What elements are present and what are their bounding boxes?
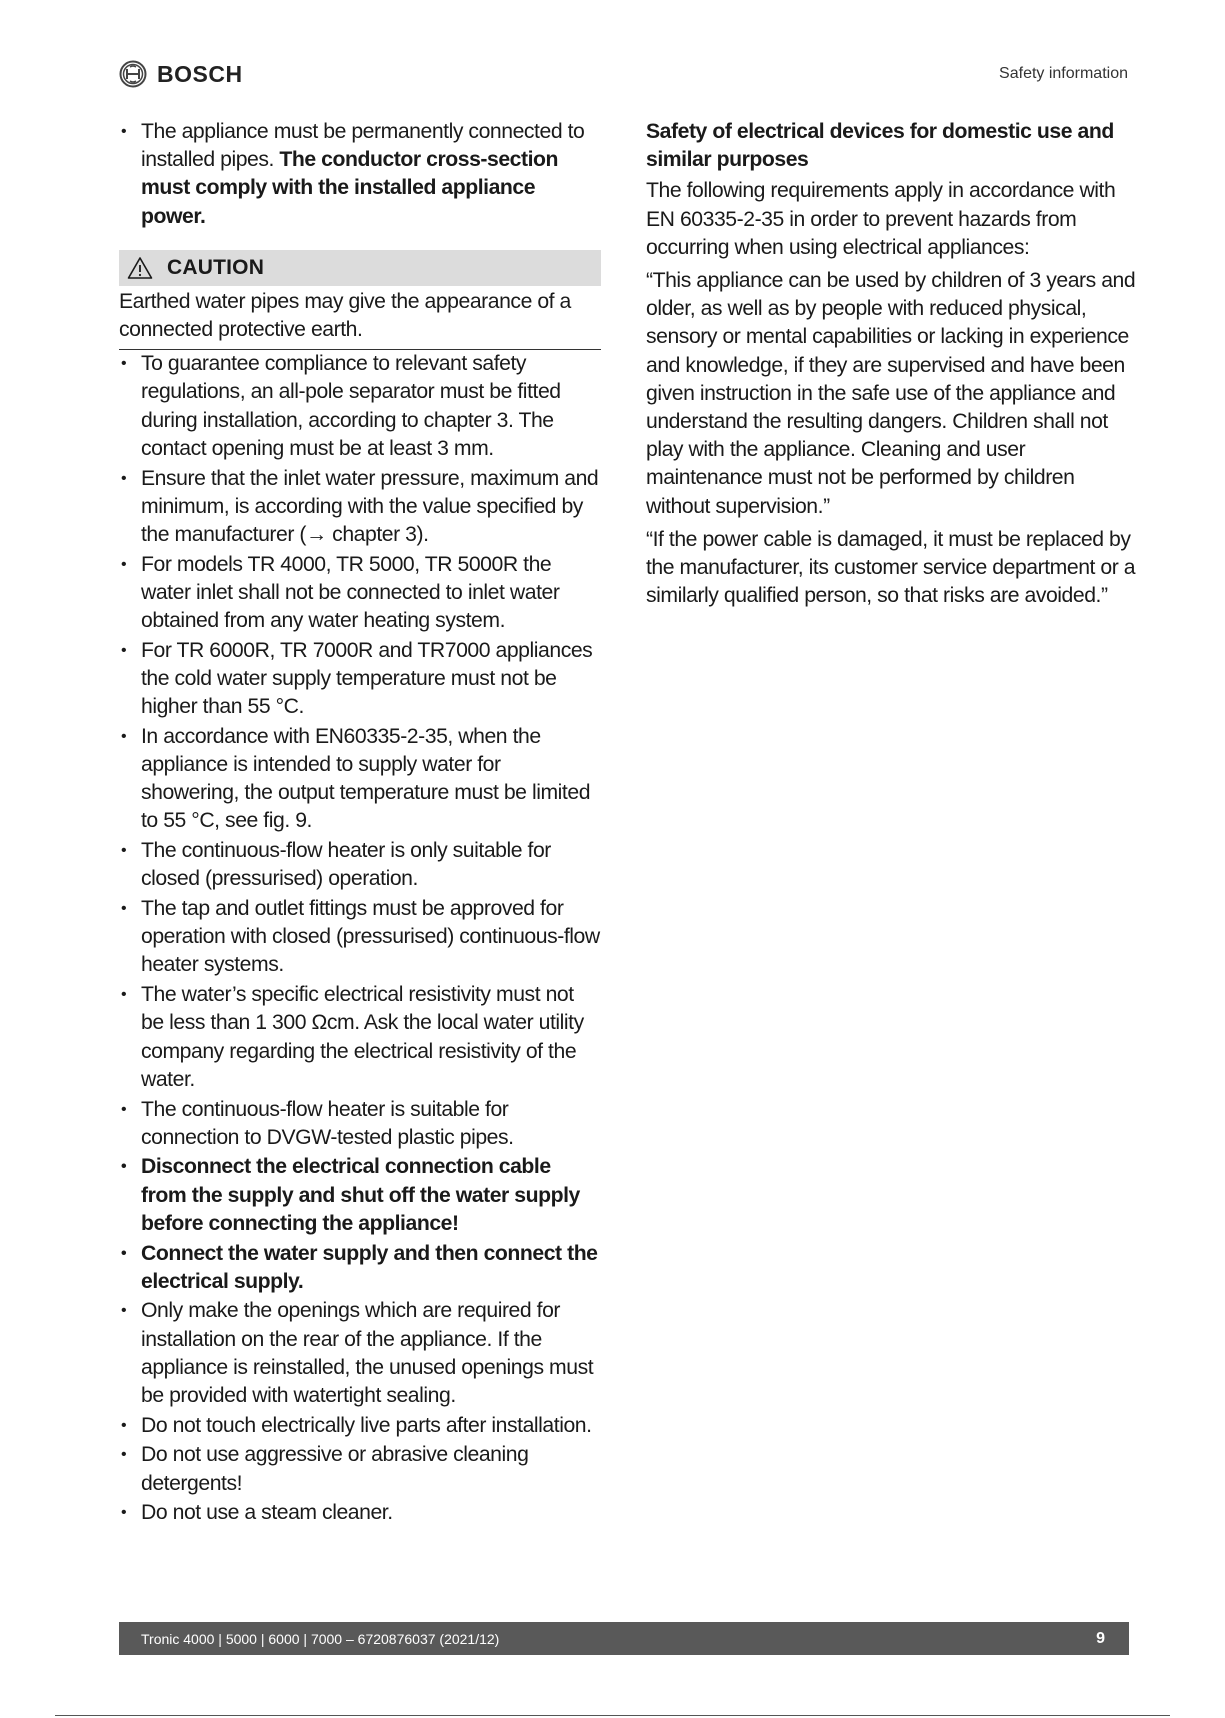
list-item: • The tap and outlet fittings must be approved for operation with closed (pressurised) continuous-flow heater systems. — [119, 895, 601, 980]
list-item: • Do not use a steam cleaner. — [119, 1499, 601, 1527]
left-column — [119, 118, 601, 1529]
header-logo — [119, 60, 243, 88]
section-heading: Safety of electrical devices for domestic use and similar purposes — [646, 120, 1114, 172]
list-item: • Ensure that the inlet water pressure, maximum and minimum, is according with the value specified by the manufacturer (→ chapter 3). — [119, 465, 601, 550]
caution-header — [119, 250, 601, 286]
caution-title: CAUTION — [167, 255, 265, 279]
footer-bar — [119, 1622, 1129, 1655]
list-item: • Only make the openings which are required for installation on the rear of the appliance. If the appliance is reinstalled, the unused openings must be provided with watertight sealing. — [119, 1297, 601, 1410]
list-item: • The continuous-flow heater is only suitable for closed (pressurised) operation. — [119, 837, 601, 893]
section-title: Safety information — [999, 65, 1128, 82]
paragraph-children-quote: “This appliance can be used by children of 3 years and older, as well as by people with reduced physical, sensory or mental capabilities or lacking in experience and knowledge, if they are supervised and have been given instruction in the safe use of the appliance and understand the resulting dangers. Children shall not play with the appliance. Cleaning and user maintenance must not be performed by children without supervision.” — [646, 269, 1136, 518]
list-item: • Do not use aggressive or abrasive cleaning detergents! — [119, 1441, 601, 1497]
list-item: • To guarantee compliance to relevant safety regulations, an all-pole separator must be fitted during installation, according to chapter 3. The contact opening must be at least 3 mm. — [119, 350, 601, 463]
caution-notice — [119, 250, 601, 350]
page-bottom-rule — [55, 1715, 1170, 1716]
list-item: • The water’s specific electrical resistivity must not be less than 1 300 Ωcm. Ask the local water utility company regarding the electrical resistivity of the water. — [119, 981, 601, 1094]
list-item: • In accordance with EN60335-2-35, when the appliance is intended to supply water for showering, the output temperature must be limited to 55 °C, see fig. 9. — [119, 723, 601, 836]
intro-item-text: The appliance must be permanently connected to installed pipes. — [141, 120, 585, 172]
intro-list — [119, 118, 601, 231]
list-item: • Do not touch electrically live parts after installation. — [119, 1412, 601, 1440]
right-column — [646, 118, 1136, 615]
paragraph-power-cable-quote: “If the power cable is damaged, it must be replaced by the manufacturer, its customer service department or a similarly qualified person, so that risks are avoided.” — [646, 527, 1136, 608]
caution-text: Earthed water pipes may give the appearance of a connected protective earth. — [119, 289, 571, 342]
paragraph-requirements: The following requirements apply in accordance with EN 60335-2-35 in order to prevent hazards from occurring when using electrical appliances: — [646, 179, 1116, 259]
bosch-armature-icon — [119, 60, 147, 88]
list-item: • For TR 6000R, TR 7000R and TR7000 appliances the cold water supply temperature must not be higher than 55 °C. — [119, 637, 601, 722]
list-item: • For models TR 4000, TR 5000, TR 5000R the water inlet shall not be connected to inlet water obtained from any water heating system. — [119, 551, 601, 636]
list-item: • Connect the water supply and then connect the electrical supply. — [119, 1240, 601, 1296]
warning-triangle-icon — [127, 256, 153, 280]
document-reference: Tronic 4000 | 5000 | 6000 | 7000 – 6720876037 (2021/12) — [141, 1630, 500, 1647]
page-number: 9 — [1096, 1629, 1105, 1647]
intro-item-emphasis: The conductor cross-section must comply with the installed appliance power. — [141, 148, 559, 228]
safety-list — [119, 350, 601, 1527]
list-item: • The continuous-flow heater is suitable for connection to DVGW-tested plastic pipes. — [119, 1096, 601, 1152]
list-item — [119, 118, 601, 231]
brand-name: BOSCH — [157, 60, 243, 87]
list-item: • Disconnect the electrical connection cable from the supply and shut off the water supply before connecting the appliance! — [119, 1153, 601, 1238]
